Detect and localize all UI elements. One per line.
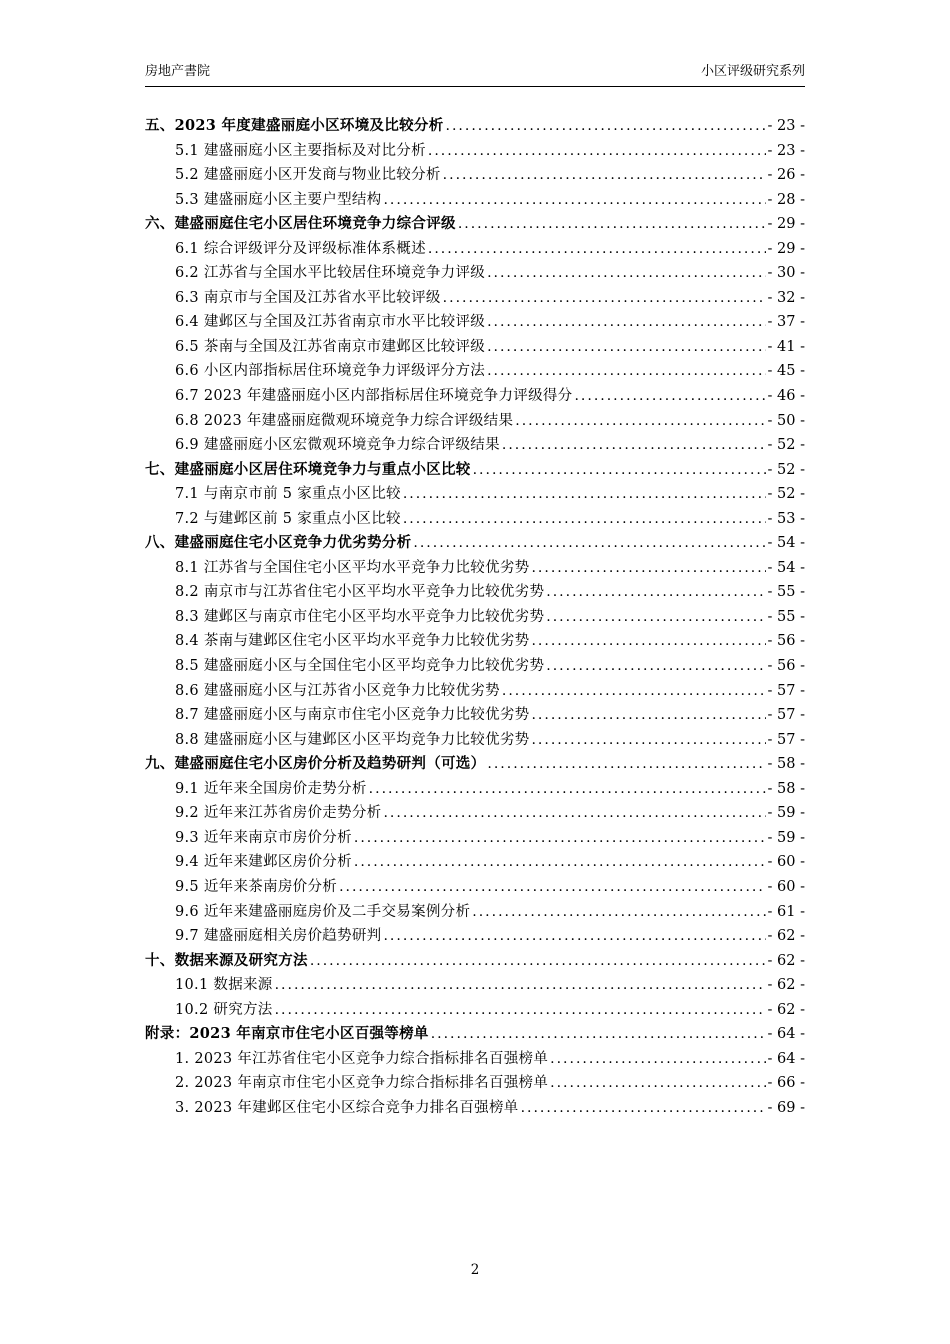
toc-entry-page: - 56 - [767,658,805,675]
header-left-text: 房地产書院 [145,64,211,79]
toc-entry[interactable] [145,875,805,900]
toc-entry[interactable] [145,777,805,802]
toc-entry[interactable] [145,605,805,630]
toc-entry-title: 5.3 建盛丽庭小区主要户型结构 [175,191,382,208]
toc-entry-page: - 41 - [767,338,805,355]
toc-entry-page: - 37 - [767,314,805,331]
toc-leader-dots [403,482,766,507]
toc-entry[interactable] [145,384,805,409]
toc-leader-dots [369,777,766,802]
toc-leader-dots [354,826,766,851]
toc-entry-title: 六、建盛丽庭住宅小区居住环境竞争力综合评级 [145,215,456,233]
toc-entry-page: - 69 - [767,1099,805,1116]
toc-leader-dots [487,359,765,384]
toc-leader-dots [443,286,766,311]
toc-entry[interactable] [145,433,805,458]
toc-entry-page: - 56 - [767,633,805,650]
toc-entry[interactable] [145,679,805,704]
toc-entry[interactable] [145,163,805,188]
toc-leader-dots [458,212,766,237]
toc-entry-page: - 55 - [767,608,805,625]
toc-entry-title: 七、建盛丽庭小区居住环境竞争力与重点小区比较 [145,460,471,478]
toc-entry-page: - 57 - [767,707,805,724]
toc-entry-title: 1. 2023 年江苏省住宅小区竞争力综合指标排名百强榜单 [175,1050,549,1067]
toc-leader-dots [403,507,766,532]
toc-entry-title: 8.6 建盛丽庭小区与江苏省小区竞争力比较优劣势 [175,682,500,699]
toc-entry-title: 十、数据来源及研究方法 [145,951,308,969]
toc-entry[interactable] [145,924,805,949]
toc-leader-dots [431,1022,766,1047]
toc-entry[interactable] [145,580,805,605]
toc-entry[interactable] [145,1071,805,1096]
toc-entry-page: - 28 - [767,191,805,208]
toc-entry-page: - 45 - [767,363,805,380]
toc-leader-dots [487,752,765,777]
toc-leader-dots [473,458,766,483]
toc-leader-dots [531,728,765,753]
toc-entry-page: - 52 - [767,461,805,478]
toc-entry[interactable] [145,1022,805,1047]
toc-entry[interactable] [145,900,805,925]
toc-entry-page: - 50 - [767,412,805,429]
toc-entry-page: - 66 - [767,1075,805,1092]
toc-leader-dots [502,433,766,458]
toc-entry[interactable] [145,556,805,581]
toc-leader-dots [310,949,766,974]
toc-entry[interactable] [145,409,805,434]
toc-leader-dots [574,384,765,409]
toc-entry[interactable] [145,728,805,753]
toc-leader-dots [531,703,765,728]
toc-entry-title: 6.7 2023 年建盛丽庭小区内部指标居住环境竞争力评级得分 [175,388,573,405]
toc-entry[interactable] [145,482,805,507]
toc-entry-page: - 59 - [767,805,805,822]
toc-leader-dots [413,531,765,556]
toc-entry-page: - 62 - [767,1001,805,1018]
toc-entry[interactable] [145,286,805,311]
toc-entry-page: - 29 - [767,216,805,233]
toc-entry-page: - 62 - [767,952,805,969]
toc-entry-page: - 30 - [767,265,805,282]
toc-entry-title: 6.8 2023 年建盛丽庭微观环境竞争力综合评级结果 [175,412,514,429]
toc-entry-page: - 58 - [767,780,805,797]
toc-entry-page: - 61 - [767,903,805,920]
toc-entry-page: - 62 - [767,928,805,945]
toc-entry-title: 8.8 建盛丽庭小区与建邺区小区平均竞争力比较优劣势 [175,731,530,748]
toc-entry[interactable] [145,139,805,164]
toc-entry[interactable] [145,1047,805,1072]
toc-leader-dots [531,556,765,581]
toc-entry-title: 5.1 建盛丽庭小区主要指标及对比分析 [175,142,426,159]
toc-entry-title: 10.1 数据来源 [175,977,273,994]
toc-leader-dots [472,900,765,925]
toc-entry-title: 6.6 小区内部指标居住环境竞争力评级评分方法 [175,363,486,380]
toc-leader-dots [446,114,766,139]
toc-leader-dots [275,973,766,998]
toc-entry-title: 9.1 近年来全国房价走势分析 [175,780,367,797]
toc-leader-dots [443,163,766,188]
toc-entry-page: - 58 - [767,756,805,773]
toc-entry[interactable] [145,973,805,998]
toc-entry[interactable] [145,335,805,360]
toc-entry-title: 8.5 建盛丽庭小区与全国住宅小区平均竞争力比较优劣势 [175,658,545,675]
toc-entry-page: - 29 - [767,240,805,257]
toc-entry-title: 7.1 与南京市前 5 家重点小区比较 [175,486,401,503]
toc-entry[interactable] [145,826,805,851]
toc-leader-dots [515,409,765,434]
toc-entry[interactable] [145,359,805,384]
toc-entry[interactable] [145,850,805,875]
toc-entry[interactable] [145,261,805,286]
toc-entry-title: 9.3 近年来南京市房价分析 [175,829,352,846]
toc-entry-title: 五、2023 年度建盛丽庭小区环境及比较分析 [145,117,444,134]
toc-entry-page: - 46 - [767,388,805,405]
toc-entry-title: 8.2 南京市与江苏省住宅小区平均水平竞争力比较优劣势 [175,584,545,601]
toc-entry-page: - 55 - [767,584,805,601]
toc-entry-title: 8.4 茶南与建邺区住宅小区平均水平竞争力比较优劣势 [175,633,530,650]
toc-leader-dots [487,261,765,286]
page-footer [0,1262,950,1278]
toc-leader-dots [428,237,766,262]
toc-entry-page: - 52 - [767,437,805,454]
toc-entry-title: 6.4 建邺区与全国及江苏省南京市水平比较评级 [175,314,486,331]
toc-entry-title: 9.6 近年来建盛丽庭房价及二手交易案例分析 [175,903,471,920]
toc-leader-dots [546,580,765,605]
toc-entry-title: 9.5 近年来茶南房价分析 [175,878,338,895]
toc-entry[interactable] [145,507,805,532]
table-of-contents [145,114,805,1120]
toc-entry[interactable] [145,1096,805,1121]
toc-entry-title: 8.3 建邺区与南京市住宅小区平均水平竞争力比较优劣势 [175,608,545,625]
toc-entry[interactable] [145,237,805,262]
toc-entry-page: - 57 - [767,731,805,748]
toc-leader-dots [339,875,765,900]
toc-entry-page: - 64 - [767,1026,805,1043]
page-header [145,60,805,87]
toc-leader-dots [550,1047,765,1072]
toc-entry-title: 6.9 建盛丽庭小区宏微观环境竞争力综合评级结果 [175,437,500,454]
toc-entry-title: 附录：2023 年南京市住宅小区百强等榜单 [145,1025,429,1043]
page-number: 2 [470,1262,480,1278]
toc-leader-dots [428,139,766,164]
toc-leader-dots [487,310,765,335]
toc-leader-dots [487,335,765,360]
toc-entry-title: 9.4 近年来建邺区房价分析 [175,854,352,871]
toc-leader-dots [383,188,765,213]
toc-entry-page: - 59 - [767,829,805,846]
toc-entry-title: 6.2 江苏省与全国水平比较居住环境竞争力评级 [175,265,486,282]
toc-entry-title: 10.2 研究方法 [175,1001,273,1018]
toc-leader-dots [550,1071,765,1096]
toc-entry-title: 八、建盛丽庭住宅小区竞争力优劣势分析 [145,534,412,552]
toc-entry[interactable] [145,212,805,237]
toc-entry-page: - 52 - [767,486,805,503]
toc-entry[interactable] [145,310,805,335]
toc-entry[interactable] [145,801,805,826]
toc-leader-dots [383,801,765,826]
toc-entry[interactable] [145,458,805,483]
toc-entry-page: - 23 - [767,142,805,159]
toc-entry[interactable] [145,654,805,679]
toc-leader-dots [502,679,766,704]
toc-entry-page: - 60 - [767,878,805,895]
toc-leader-dots [531,629,765,654]
header-right-text: 小区评级研究系列 [700,64,805,79]
toc-entry[interactable] [145,531,805,556]
toc-entry-page: - 23 - [767,118,805,134]
toc-entry-page: - 54 - [767,559,805,576]
toc-entry[interactable] [145,188,805,213]
toc-entry-page: - 64 - [767,1050,805,1067]
toc-leader-dots [354,850,766,875]
toc-leader-dots [383,924,765,949]
toc-entry-title: 3. 2023 年建邺区住宅小区综合竞争力排名百强榜单 [175,1099,519,1116]
toc-leader-dots [546,654,765,679]
toc-leader-dots [546,605,765,630]
toc-entry-title: 6.5 茶南与全国及江苏省南京市建邺区比较评级 [175,338,486,355]
toc-entry-title: 6.1 综合评级评分及评级标准体系概述 [175,240,426,257]
toc-entry-page: - 57 - [767,682,805,699]
toc-entry-title: 9.7 建盛丽庭相关房价趋势研判 [175,928,382,945]
toc-entry-title: 6.3 南京市与全国及江苏省水平比较评级 [175,289,441,306]
toc-entry-page: - 53 - [767,510,805,527]
toc-entry[interactable] [145,114,805,139]
toc-entry-title: 8.7 建盛丽庭小区与南京市住宅小区竞争力比较优劣势 [175,707,530,724]
toc-entry[interactable] [145,752,805,777]
toc-entry[interactable] [145,629,805,654]
toc-entry-page: - 60 - [767,854,805,871]
toc-entry-title: 2. 2023 年南京市住宅小区竞争力综合指标排名百强榜单 [175,1075,549,1092]
toc-entry-title: 9.2 近年来江苏省房价走势分析 [175,805,382,822]
toc-entry-title: 7.2 与建邺区前 5 家重点小区比较 [175,510,401,527]
toc-entry-page: - 54 - [767,535,805,552]
toc-leader-dots [521,1096,766,1121]
toc-entry-title: 8.1 江苏省与全国住宅小区平均水平竞争力比较优劣势 [175,559,530,576]
toc-entry-title: 5.2 建盛丽庭小区开发商与物业比较分析 [175,167,441,184]
toc-entry-page: - 62 - [767,977,805,994]
toc-entry-page: - 26 - [767,167,805,184]
toc-entry[interactable] [145,998,805,1023]
toc-entry[interactable] [145,949,805,974]
toc-entry[interactable] [145,703,805,728]
toc-entry-page: - 32 - [767,289,805,306]
toc-leader-dots [275,998,766,1023]
toc-entry-title: 九、建盛丽庭住宅小区房价分析及趋势研判（可选） [145,755,486,773]
